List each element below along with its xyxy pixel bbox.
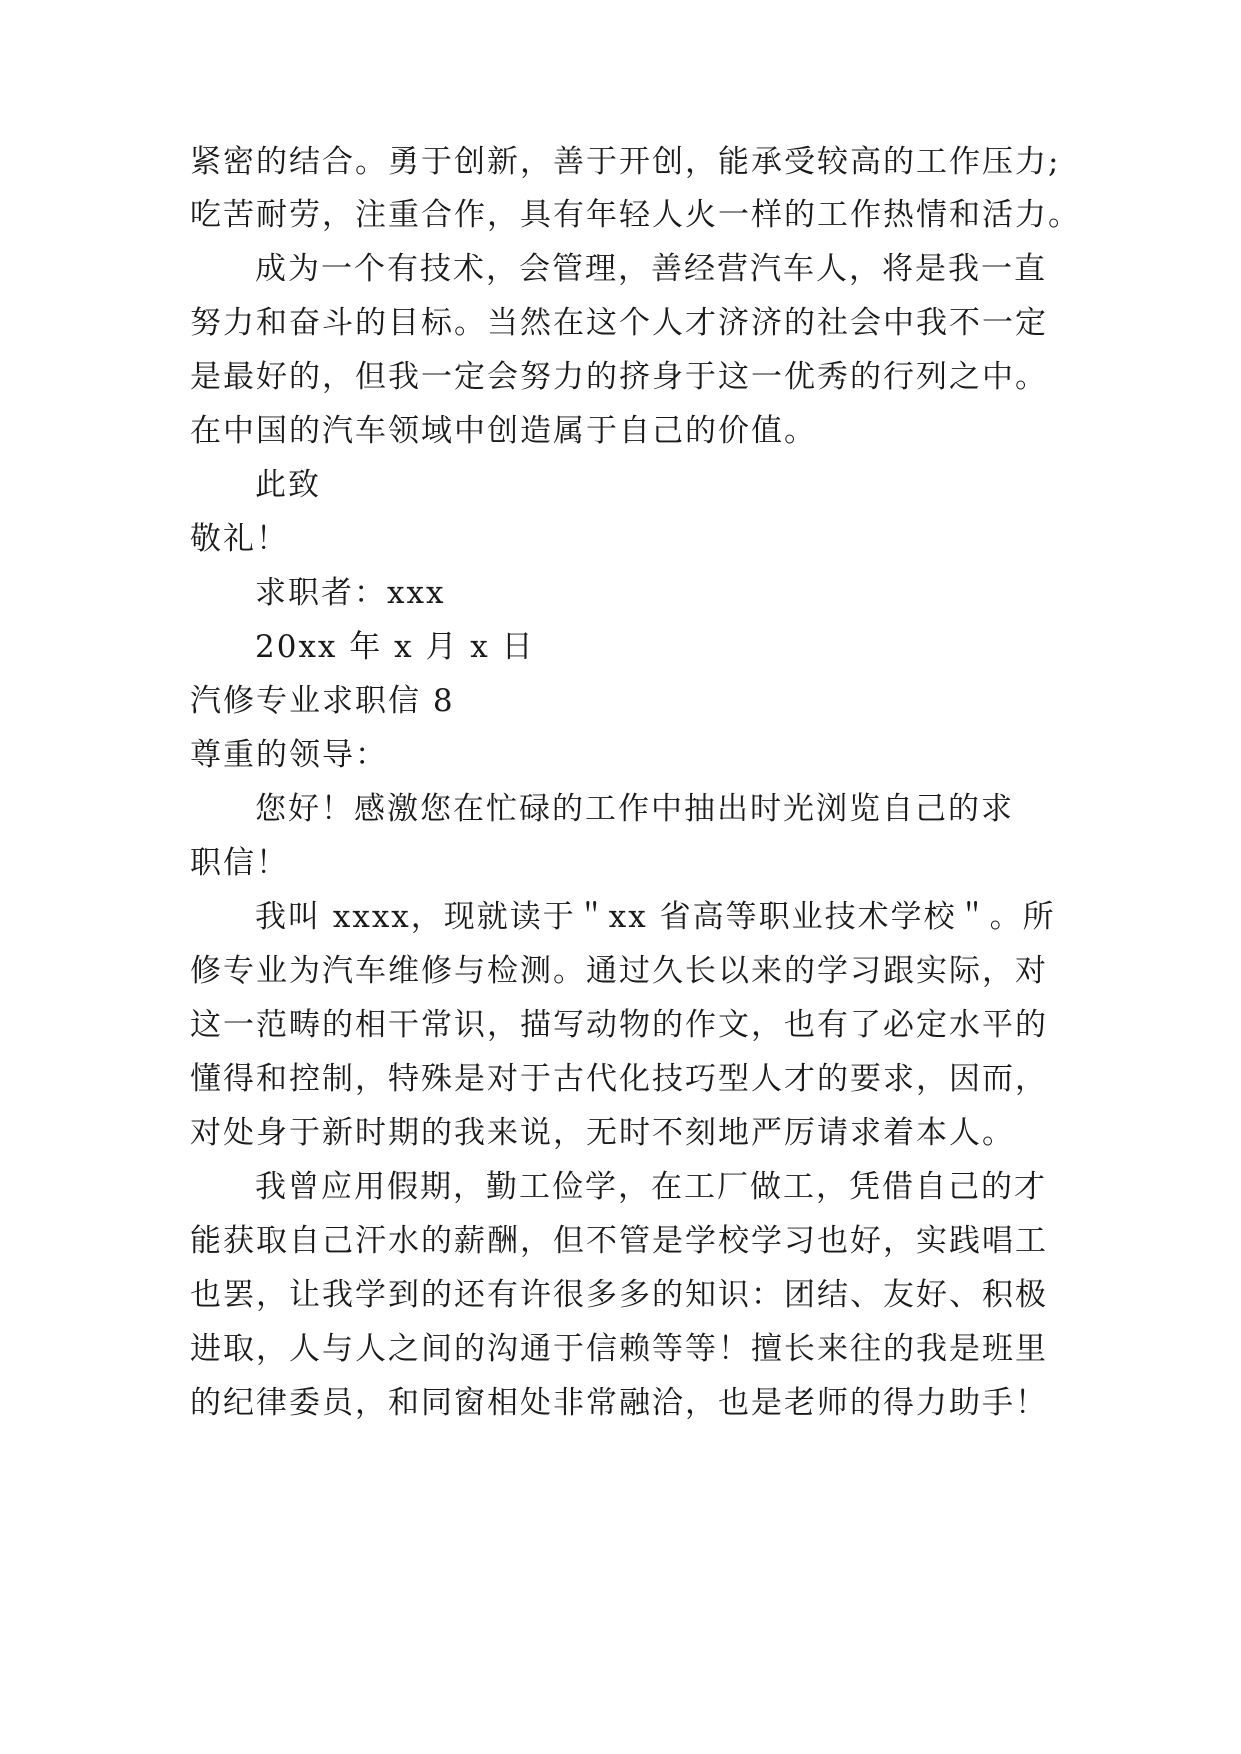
text-line: 进取，人与人之间的沟通于信赖等等！擅长来往的我是班里 (190, 1331, 1048, 1367)
paragraph-first-line: 我叫 xxxx，现就读于＂xx 省高等职业技术学校＂。所 (255, 899, 1056, 935)
text-line: 吃苦耐劳，注重合作，具有年轻人火一样的工作热情和活力。 (190, 197, 1081, 233)
greeting: 尊重的领导： (190, 737, 388, 773)
text-line: 是最好的，但我一定会努力的挤身于这一优秀的行列之中。 (190, 359, 1048, 395)
text-line: 对处身于新时期的我来说，无时不刻地严厉请求着本人。 (190, 1115, 1015, 1151)
letter-date: 20xx 年 x 月 x 日 (255, 629, 535, 665)
text-line: 的纪律委员，和同窗相处非常融洽，也是老师的得力助手！ (190, 1385, 1048, 1421)
section-title: 汽修专业求职信 8 (190, 683, 455, 719)
paragraph-first-line: 您好！感激您在忙碌的工作中抽出时光浏览自己的求 (255, 791, 1014, 827)
paragraph-first-line: 我曾应用假期，勤工俭学，在工厂做工，凭借自己的才 (255, 1169, 1047, 1205)
text-line: 也罢，让我学到的还有许很多多的知识：团结、友好、积极 (190, 1277, 1048, 1313)
closing-regards: 敬礼！ (190, 521, 289, 557)
text-line: 这一范畴的相干常识，描写动物的作文，也有了必定水平的 (190, 1007, 1048, 1043)
text-line: 能获取自己汗水的薪酬，但不管是学校学习也好，实践唱工 (190, 1223, 1048, 1259)
closing-salutation: 此致 (255, 467, 321, 503)
text-line: 在中国的汽车领域中创造属于自己的价值。 (190, 413, 817, 449)
text-line: 修专业为汽车维修与检测。通过久长以来的学习跟实际，对 (190, 953, 1048, 989)
paragraph-first-line: 成为一个有技术，会管理，善经营汽车人，将是我一直 (255, 251, 1047, 287)
text-line: 努力和奋斗的目标。当然在这个人才济济的社会中我不一定 (190, 305, 1048, 341)
applicant-signature: 求职者：xxx (255, 575, 446, 611)
text-line: 职信！ (190, 845, 289, 881)
text-line: 懂得和控制，特殊是对于古代化技巧型人才的要求，因而， (190, 1061, 1048, 1097)
text-line: 紧密的结合。勇于创新，善于开创，能承受较高的工作压力; (190, 144, 1061, 180)
